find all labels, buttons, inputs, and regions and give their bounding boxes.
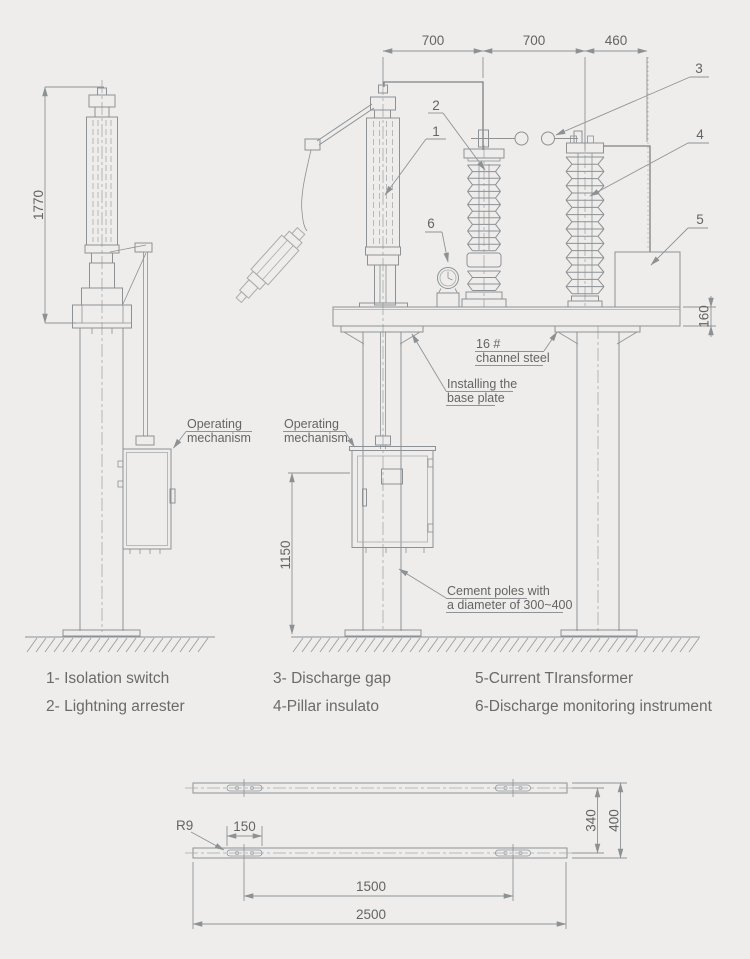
legend-item-2: 2- Lightning arrester [46,698,185,715]
dim-160 [683,296,716,337]
slotted-holes [227,785,531,856]
operating-mechanism-label-line1: Operating [284,417,339,431]
left-mechanism-cabinet [118,449,175,554]
jumper-wire [384,82,483,150]
dim-slot-radius: R9 [176,818,194,833]
base-plate-label [412,334,517,406]
dim-400 [572,783,627,858]
gap-ball-right [542,132,555,145]
dim-rail-gap: 340 [583,809,599,832]
base-plate-line2: base plate [447,391,505,405]
dim-platform-thickness: 160 [696,305,712,328]
cabinet-window [382,469,403,484]
flexible-lead [302,150,311,231]
callout-6: 6 [427,216,435,231]
legend-item-3: 3- Discharge gap [273,670,392,687]
callout-3: 3 [695,61,703,76]
left-pole [63,328,140,636]
legend-item-6: 6-Discharge monitoring instrument [475,698,712,715]
left-elevation-view [25,80,252,652]
ct-conductor [603,146,650,252]
isolation-switch [230,85,407,308]
middle-elevation-view [230,33,716,652]
base-plate-line1: Installing the [447,377,518,391]
dim-pole-height: 1150 [278,540,293,570]
callout-1: 1 [432,124,440,139]
operating-mechanism-label-line2: mechanism [187,431,251,445]
dim-overall-length: 2500 [355,907,387,922]
dim-r9 [176,818,224,850]
dim-top-chain [383,33,647,150]
platform [333,307,680,326]
middle-operating-label [283,417,355,447]
lightning-arrester [462,130,528,307]
current-transformer-box [615,252,680,307]
dim-150 [227,819,262,846]
plan-view [176,779,627,929]
legend-item-4: 4-Pillar insulato [273,698,379,715]
dim-slot-length: 150 [233,819,256,834]
dim-hole-span: 1500 [355,879,387,894]
gap-ball-left [515,132,528,145]
cement-poles-line2: a diameter of 300~400 [447,598,573,612]
dim-340 [572,788,604,853]
channel-steel-line1: 16 # [476,337,501,351]
left-ground [25,637,215,652]
callout-4: 4 [696,127,704,142]
legend-item-1: 1- Isolation switch [46,670,170,687]
callout-5: 5 [696,212,704,227]
callout-2: 2 [432,98,440,113]
channel-steel-line2: channel steel [476,351,550,365]
operating-mechanism-label-line2: mechanism [284,431,348,445]
dim-1500 [244,862,513,901]
callouts [385,61,709,265]
left-linkage [110,243,154,445]
dim-1150 [278,473,350,634]
monitoring-instrument [437,268,459,308]
legend [46,670,713,715]
dim-2500 [193,862,566,929]
dim-span2: 700 [522,33,546,48]
middle-ground [291,637,700,652]
middle-mechanism-cabinet [350,447,436,554]
dim-span3: 460 [604,33,628,48]
dim-overall-width: 400 [606,809,622,832]
operating-mechanism-label-line1: Operating [187,417,242,431]
left-operating-label [174,417,253,448]
switch-blade-open [230,223,309,308]
dim-span1: 700 [421,33,445,48]
cement-poles-label [399,569,572,613]
switch-arm [317,104,374,145]
dim-left-height: 1770 [31,189,46,221]
cement-poles-line1: Cement poles with [447,584,550,598]
legend-item-5: 5-Current TIransformer [475,670,634,687]
channel-steel-label [475,332,557,366]
